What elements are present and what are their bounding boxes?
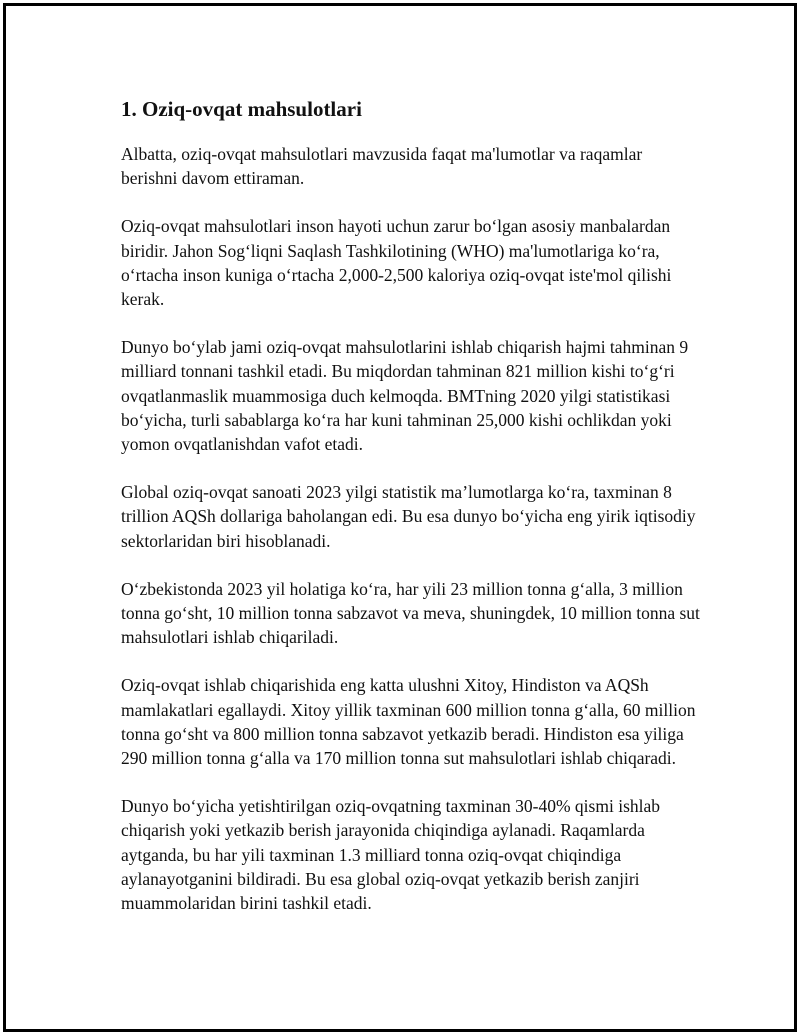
paragraph-top-producers: Oziq-ovqat ishlab chiqarishida eng katta ulushni Xitoy, Hindiston va AQSh mamlakatlari egallaydi. Xitoy yillik taxminan 600 million tonna g‘alla, 60 million tonna go‘sht va 800 million tonna sabzavot yetkazib beradi. Hindiston esa yiliga 290 million tonna g‘alla va 170 million tonna sut mahsulotlari ishlab chiqaradi. [121, 675, 696, 769]
document-body [121, 96, 701, 939]
paragraph-global-industry: Global oziq-ovqat sanoati 2023 yilgi statistik ma’lumotlarga ko‘ra, taxminan 8 trillion AQSh dollariga baholangan edi. Bu esa dunyo bo‘yicha eng yirik iqtisodiy sektorlaridan biri hisoblanadi. [121, 482, 696, 551]
paragraph-calories: Oziq-ovqat mahsulotlari inson hayoti uchun zarur bo‘lgan asosiy manbalardan biridir. Jahon Sog‘liqni Saqlash Tashkilotining (WHO) ma'lumotlariga ko‘ra, o‘rtacha inson kuniga o‘rtacha 2,000-2,500 kaloriya oziq-ovqat iste'mol qilishi kerak. [121, 216, 672, 310]
paragraph-intro: Albatta, oziq-ovqat mahsulotlari mavzusida faqat ma'lumotlar va raqamlar berishni davom ettiraman. [121, 144, 643, 189]
paragraph-uzbekistan: O‘zbekistonda 2023 yil holatiga ko‘ra, har yili 23 million tonna g‘alla, 3 million tonna go‘sht, 10 million tonna sabzavot va meva, shuningdek, 10 million tonna sut mahsulotlari ishlab chiqariladi. [121, 578, 700, 648]
paragraph-food-waste: Dunyo bo‘yicha yetishtirilgan oziq-ovqatning taxminan 30-40% qismi ishlab chiqarish yoki yetkazib berish jarayonida chiqindiga aylanadi. Raqamlarda aytganda, bu har yili taxminan 1.3 milliard tonna oziq-ovqat chiqindiga aylanayotganini bildiradi. Bu esa global oziq-ovqat yetkazib berish zanjiri muammolaridan birini tashkil etadi. [121, 796, 661, 914]
section-heading: 1. Oziq-ovqat mahsulotlari [121, 97, 362, 121]
page-frame [3, 3, 797, 1032]
paragraph-world-production: Dunyo bo‘ylab jami oziq-ovqat mahsulotlarini ishlab chiqarish hajmi tahminan 9 milliard tonnani tashkil etadi. Bu miqdordan tahminan 821 million kishi to‘g‘ri ovqatlanmaslik muammosiga duch kelmoqda. BMTning 2020 yilgi statistikasi bo‘yicha, turli sabablarga ko‘ra har kuni tahminan 25,000 kishi ochlikdan yoki yomon ovqatlanishdan vafot etadi. [121, 337, 689, 455]
